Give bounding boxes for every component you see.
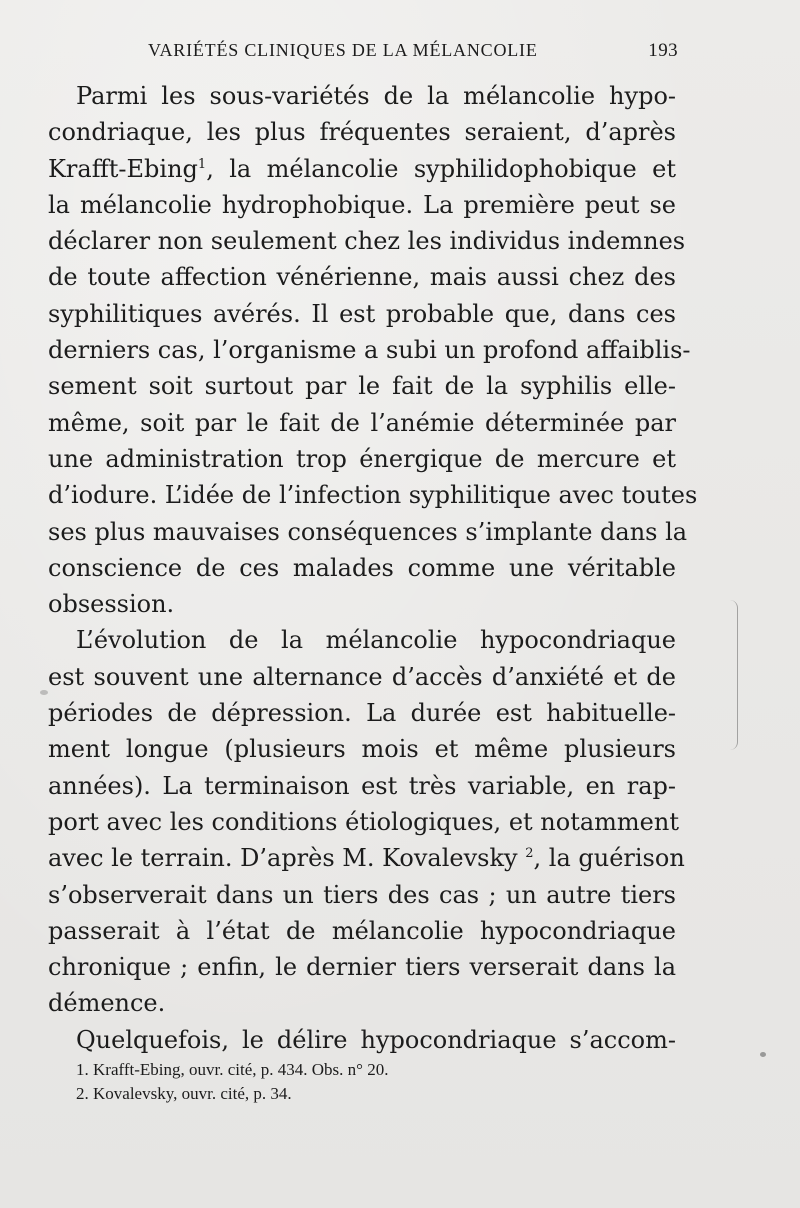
- text-line: passerait à l’état de mélancolie hypocondriaque: [48, 916, 676, 945]
- margin-pencil-mark: [727, 600, 738, 750]
- text-line: port avec les conditions étiologiques, et notamment: [48, 807, 679, 836]
- paper-speck: [760, 1052, 766, 1057]
- footnote-reference: 2: [525, 846, 534, 862]
- text-line: obsession.: [48, 590, 175, 619]
- text-line: est souvent une alternance d’accès d’anxiété et de: [48, 662, 676, 691]
- text-line: conscience de ces malades comme une véritable: [48, 553, 676, 582]
- text-line: s’observerait dans un tiers des cas ; un autre tiers: [48, 880, 676, 909]
- running-head: [148, 40, 678, 66]
- text-line: années). La terminaison est très variable, en rap-: [48, 771, 676, 800]
- text-line: ment longue (plusieurs mois et même plusieurs: [48, 735, 676, 764]
- body-text: [48, 78, 698, 1058]
- paper-speck: [40, 690, 48, 695]
- text-segment: , la mélancolie syphilidophobique et: [206, 154, 676, 183]
- text-line: ses plus mauvaises conséquences s’implante dans la: [48, 517, 688, 546]
- text-line: sement soit surtout par le fait de la syphilis elle-: [48, 372, 676, 401]
- text-line: condriaque, les plus fréquentes seraient, d’après: [48, 118, 676, 147]
- text-line: [48, 840, 685, 876]
- footnotes: [76, 1058, 636, 1106]
- text-line: derniers cas, l’organisme a subi un profond affaiblis-: [48, 336, 691, 365]
- text-line: périodes de dépression. La durée est habituelle-: [48, 699, 676, 728]
- text-line: [48, 151, 676, 187]
- text-line: déclarer non seulement chez les individus indemnes: [48, 227, 686, 256]
- page-number: 193: [648, 40, 678, 61]
- text-line: d’iodure. L’idée de l’infection syphilitique avec toutes: [48, 481, 698, 510]
- text-line: démence.: [48, 989, 166, 1018]
- text-segment: avec le terrain. D’après M. Kovalevsky: [48, 844, 526, 873]
- text-segment: Krafft-Ebing: [48, 154, 198, 183]
- text-segment: , la guérison: [533, 844, 685, 873]
- text-line: L’évolution de la mélancolie hypocondriaque: [76, 626, 676, 655]
- text-line: de toute affection vénérienne, mais aussi chez des: [48, 263, 676, 292]
- text-line: chronique ; enfin, le dernier tiers verserait dans la: [48, 953, 676, 982]
- text-line: Quelquefois, le délire hypocondriaque s’accom-: [76, 1025, 676, 1054]
- text-line: syphilitiques avérés. Il est probable que, dans ces: [48, 299, 676, 328]
- running-title: VARIÉTÉS CLINIQUES DE LA MÉLANCOLIE: [148, 40, 538, 60]
- text-line: une administration trop énergique de mercure et: [48, 444, 676, 473]
- footnote-1: 1. Krafft-Ebing, ouvr. cité, p. 434. Obs. n° 20.: [76, 1060, 389, 1079]
- footnote-2: 2. Kovalevsky, ouvr. cité, p. 34.: [76, 1084, 292, 1103]
- text-line: même, soit par le fait de l’anémie déterminée par: [48, 408, 676, 437]
- text-line: la mélancolie hydrophobique. La première peut se: [48, 190, 676, 219]
- footnote-reference: 1: [197, 156, 207, 172]
- text-line: Parmi les sous-variétés de la mélancolie hypo-: [76, 82, 676, 110]
